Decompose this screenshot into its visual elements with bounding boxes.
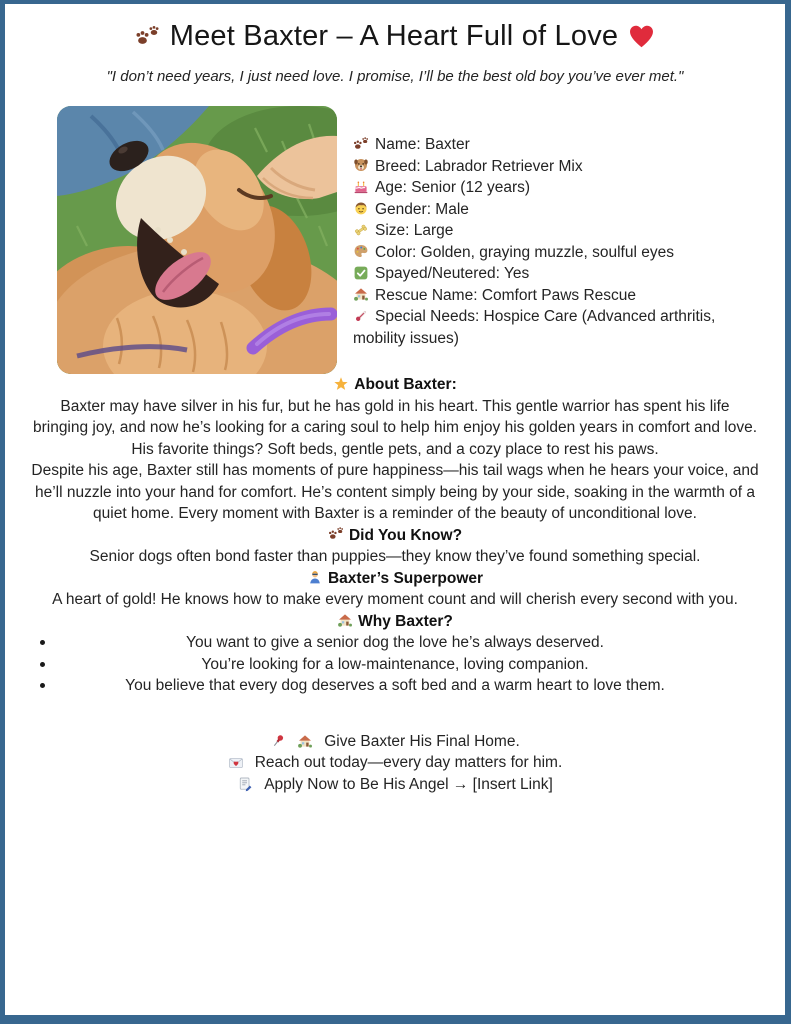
apply-doc-icon [237,776,253,792]
detail-spayed-text: Spayed/Neutered: Yes [375,265,530,282]
dog-icon [353,157,369,173]
superhero-icon [307,569,323,585]
palette-icon [353,243,369,259]
list-item [31,632,759,654]
detail-size-text: Size: Large [375,222,454,239]
page-title [31,20,759,53]
baxter-photo [57,106,337,374]
superpower-heading [31,568,759,590]
detail-age [353,177,759,199]
check-icon [353,265,369,281]
bullet-dot [40,662,45,667]
cake-icon [353,179,369,195]
bullet-dot [40,640,45,645]
detail-breed [353,156,759,178]
detail-breed-text: Breed: Labrador Retriever Mix [375,157,583,175]
bullet-dot [40,683,45,688]
baxter-photo-illustration [57,106,337,374]
about-paragraph-1: Baxter may have silver in his fur, but he has gold in his heart. This gentle warrior has spent his life bringing joy, and now he’s looking for a caring soul to help him enjoy his golden years in comfort and love. His favorite things? Soft beds, gentle pets, and a cozy place to rest his paws. [32,397,758,458]
detail-size [353,220,759,242]
why-baxter-heading-text: Why Baxter? [358,612,453,630]
bone-icon [353,222,369,238]
house-icon [297,733,313,749]
pushpin-icon [270,733,286,749]
hero-section [57,106,759,374]
detail-color [353,242,759,264]
cta-reach-out [31,752,759,774]
page-title-text: Meet Baxter – A Heart Full of Love [169,20,619,52]
superpower-heading-text: Baxter’s Superpower [327,569,484,587]
cta-apply-now [31,774,759,796]
heart-icon [628,23,655,50]
love-letter-icon [228,755,244,771]
list-item [31,675,759,697]
house-icon [353,286,369,302]
house-icon [337,612,353,628]
why-bullet-3: You believe that every dog deserves a soft bed and a warm heart to love them. [125,677,665,694]
detail-age-text: Age: Senior (12 years) [375,179,531,196]
call-to-action [31,731,759,796]
list-item [31,654,759,676]
did-you-know-text: Senior dogs often bond faster than puppies—they know they’ve found something special. [89,548,701,565]
about-paragraph-2: Despite his age, Baxter still has moments of pure happiness—his tail wags when he hears your voice, and he’ll nuzzle into your hand for comfort. He’s content simply being by your side, soaking in the warmth of a quiet home. Every moment with Baxter is a reminder of the beauty of unconditional love. [31,462,759,522]
detail-gender-text: Gender: Male [375,200,469,218]
detail-special-needs [353,306,759,349]
star-icon [333,376,349,392]
detail-name [353,134,759,156]
paw-prints-icon [328,526,344,542]
why-bullet-2: You’re looking for a low-maintenance, loving companion. [201,655,589,673]
did-you-know-heading-text: Did You Know? [348,526,463,544]
detail-name-text: Name: Baxter [375,136,470,153]
detail-gender [353,199,759,221]
flyer-content [5,20,785,795]
superpower-text: A heart of gold! He knows how to make every moment count and will cherish every second with you. [52,591,738,608]
paw-prints-icon [353,136,369,152]
why-baxter-list [31,632,759,697]
did-you-know-heading [31,525,759,547]
detail-color-text: Color: Golden, graying muzzle, soulful eyes [375,243,674,261]
boy-icon [353,200,369,216]
thermometer-icon [353,308,369,324]
about-heading-text: About Baxter: [354,376,457,393]
intro-quote: "I don’t need years, I just need love. I promise, I’ll be the best old boy you’ve ever met." [106,68,684,85]
cta-final-home-text: Give Baxter His Final Home. [324,732,520,750]
detail-spayed [353,263,759,285]
details-list [353,106,759,374]
cta-reach-out-text: Reach out today—every day matters for him. [254,754,563,771]
cta-apply-now-text: Apply Now to Be His Angel → [Insert Link] [264,775,553,793]
detail-special-needs-text: Special Needs: Hospice Care (Advanced arthritis, mobility issues) [353,308,716,347]
cta-final-home [31,731,759,753]
why-baxter-heading [31,611,759,633]
paw-prints-icon [135,24,160,49]
detail-rescue-text: Rescue Name: Comfort Paws Rescue [375,286,637,304]
detail-rescue [353,285,759,307]
why-bullet-1: You want to give a senior dog the love he’s always deserved. [186,634,604,651]
about-heading [31,374,759,396]
